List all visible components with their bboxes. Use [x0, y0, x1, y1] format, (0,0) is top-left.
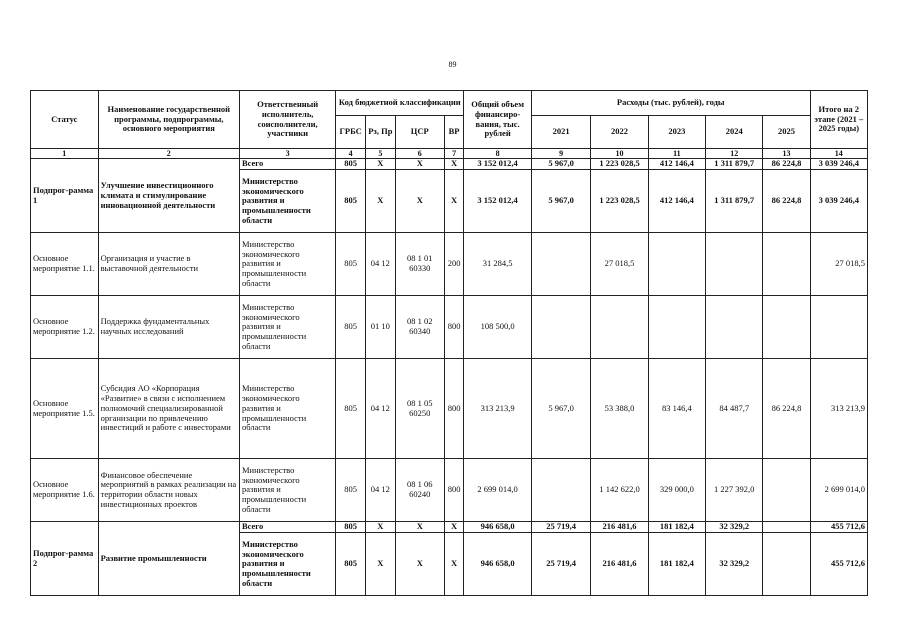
header-name: Наименование государственной программы, подпрограммы, основного мероприятия	[98, 91, 239, 149]
cell-2023: 181 182,4	[648, 522, 705, 533]
cell-rzpr: 04 12	[365, 233, 395, 296]
budget-table	[30, 90, 868, 596]
col-number: 9	[531, 149, 590, 159]
cell-2025: 86 224,8	[763, 170, 810, 233]
row-name: Субсидия АО «Корпорация «Развитие» в связи с исполнением полномочий специализированной организации по привлечению инвестиций и работе с инвесторами	[98, 359, 239, 459]
header-year: 2023	[648, 116, 705, 149]
cell-2025	[763, 296, 810, 359]
cell-grbs: 805	[336, 522, 366, 533]
cell-total: 108 500,0	[464, 296, 532, 359]
cell-csr: Х	[395, 522, 444, 533]
cell-vr: 800	[444, 296, 463, 359]
cell-2021: 25 719,4	[531, 533, 590, 596]
cell-rzpr: 04 12	[365, 359, 395, 459]
cell-rzpr: Х	[365, 533, 395, 596]
header-vr: ВР	[444, 116, 463, 149]
cell-2025	[763, 522, 810, 533]
cell-2023	[648, 296, 705, 359]
column-number-row	[31, 149, 868, 159]
cell-2024: 1 227 392,0	[706, 459, 763, 522]
cell-grbs: 805	[336, 359, 366, 459]
cell-csr: 08 1 02 60340	[395, 296, 444, 359]
cell-2025	[763, 233, 810, 296]
cell-2024	[706, 233, 763, 296]
header-year: 2021	[531, 116, 590, 149]
cell-2023: 329 000,0	[648, 459, 705, 522]
cell-csr: Х	[395, 159, 444, 170]
cell-grbs: 805	[336, 459, 366, 522]
col-number: 1	[31, 149, 99, 159]
cell-itog: 313 213,9	[810, 359, 867, 459]
cell-2021	[531, 233, 590, 296]
cell-2022: 216 481,6	[591, 533, 648, 596]
row-name: Развитие промышленности	[98, 522, 239, 596]
cell-2023: 181 182,4	[648, 533, 705, 596]
cell-2024: 1 311 879,7	[706, 159, 763, 170]
page-number: 89	[448, 60, 457, 69]
col-number: 4	[336, 149, 366, 159]
row-name: Финансовое обеспечение мероприятий в рамках реализации на территории области новых инвестиционных проектов	[98, 459, 239, 522]
row-executor: Министерство экономического развития и промышленности области	[239, 459, 335, 522]
cell-2022: 53 388,0	[591, 359, 648, 459]
cell-2023: 412 146,4	[648, 159, 705, 170]
cell-2022: 1 223 028,5	[591, 170, 648, 233]
cell-csr: 08 1 01 60330	[395, 233, 444, 296]
cell-vr: Х	[444, 522, 463, 533]
header-year: 2025	[763, 116, 810, 149]
col-number: 6	[395, 149, 444, 159]
header-year: 2024	[706, 116, 763, 149]
header-csr: ЦСР	[395, 116, 444, 149]
cell-2022: 216 481,6	[591, 522, 648, 533]
col-number: 2	[98, 149, 239, 159]
cell-2025: 86 224,8	[763, 359, 810, 459]
header-grbs: ГРБС	[336, 116, 366, 149]
col-number: 3	[239, 149, 335, 159]
table-row-subprogram-1-total	[31, 159, 868, 170]
row-executor: Министерство экономического развития и промышленности области	[239, 296, 335, 359]
cell-total: 3 152 012,4	[464, 159, 532, 170]
cell-grbs: 805	[336, 533, 366, 596]
row-executor: Министерство экономического развития и промышленности области	[239, 170, 335, 233]
cell-total: 946 658,0	[464, 533, 532, 596]
header-budget-code: Код бюджетной классификации	[336, 91, 464, 116]
row-executor: Всего	[239, 159, 335, 170]
row-name: Поддержка фундаментальных научных исследований	[98, 296, 239, 359]
row-status: Основное мероприятие 1.5.	[31, 359, 99, 459]
cell-total: 313 213,9	[464, 359, 532, 459]
cell-grbs: 805	[336, 159, 366, 170]
cell-vr: Х	[444, 170, 463, 233]
col-number: 14	[810, 149, 867, 159]
cell-csr: Х	[395, 533, 444, 596]
cell-total: 3 152 012,4	[464, 170, 532, 233]
cell-vr: Х	[444, 159, 463, 170]
table-row-measure-1-1	[31, 233, 868, 296]
row-status: Основное мероприятие 1.1.	[31, 233, 99, 296]
col-number: 10	[591, 149, 648, 159]
cell-total: 946 658,0	[464, 522, 532, 533]
cell-grbs: 805	[336, 170, 366, 233]
cell-csr: 08 1 06 60240	[395, 459, 444, 522]
row-executor: Министерство экономического развития и промышленности области	[239, 533, 335, 596]
table-row-measure-1-5	[31, 359, 868, 459]
cell-2023	[648, 233, 705, 296]
cell-2022: 1 223 028,5	[591, 159, 648, 170]
cell-2021: 25 719,4	[531, 522, 590, 533]
col-number: 5	[365, 149, 395, 159]
cell-2021	[531, 296, 590, 359]
cell-rzpr: Х	[365, 522, 395, 533]
cell-csr: Х	[395, 170, 444, 233]
row-executor: Министерство экономического развития и промышленности области	[239, 233, 335, 296]
cell-2021	[531, 459, 590, 522]
cell-2025	[763, 533, 810, 596]
row-executor: Всего	[239, 522, 335, 533]
header-year: 2022	[591, 116, 648, 149]
col-number: 7	[444, 149, 463, 159]
cell-2025: 86 224,8	[763, 159, 810, 170]
cell-2022: 27 018,5	[591, 233, 648, 296]
cell-2024: 1 311 879,7	[706, 170, 763, 233]
header-expenses: Расходы (тыс. рублей), годы	[531, 91, 810, 116]
cell-2025	[763, 459, 810, 522]
cell-2021: 5 967,0	[531, 359, 590, 459]
cell-2024: 32 329,2	[706, 522, 763, 533]
cell-vr: 800	[444, 359, 463, 459]
table-row-measure-1-2	[31, 296, 868, 359]
cell-rzpr: Х	[365, 170, 395, 233]
cell-2021: 5 967,0	[531, 159, 590, 170]
row-name: Организация и участие в выставочной деятельности	[98, 233, 239, 296]
cell-grbs: 805	[336, 296, 366, 359]
row-name: Улучшение инвестиционного климата и стимулирование инновационной деятельности	[98, 159, 239, 233]
table-row-subprogram-2-total	[31, 522, 868, 533]
col-number: 11	[648, 149, 705, 159]
cell-itog: 3 039 246,4	[810, 170, 867, 233]
col-number: 8	[464, 149, 532, 159]
cell-vr: Х	[444, 533, 463, 596]
header-executor: Ответственный исполнитель, соисполнители, участники	[239, 91, 335, 149]
header-itog: Итого на 2 этапе (2021 – 2025 годы)	[810, 91, 867, 149]
cell-2021: 5 967,0	[531, 170, 590, 233]
cell-vr: 800	[444, 459, 463, 522]
cell-2022	[591, 296, 648, 359]
cell-2022: 1 142 622,0	[591, 459, 648, 522]
cell-grbs: 805	[336, 233, 366, 296]
cell-2023: 83 146,4	[648, 359, 705, 459]
row-executor: Министерство экономического развития и промышленности области	[239, 359, 335, 459]
cell-itog	[810, 296, 867, 359]
cell-itog: 455 712,6	[810, 533, 867, 596]
row-status: Подпрог-рамма 1	[31, 159, 99, 233]
col-number: 13	[763, 149, 810, 159]
cell-2023: 412 146,4	[648, 170, 705, 233]
cell-itog: 27 018,5	[810, 233, 867, 296]
header-rzpr: Рз, Пр	[365, 116, 395, 149]
cell-vr: 200	[444, 233, 463, 296]
row-status: Основное мероприятие 1.6.	[31, 459, 99, 522]
cell-rzpr: 01 10	[365, 296, 395, 359]
cell-rzpr: Х	[365, 159, 395, 170]
cell-total: 31 284,5	[464, 233, 532, 296]
cell-2024: 84 487,7	[706, 359, 763, 459]
cell-csr: 08 1 05 60250	[395, 359, 444, 459]
cell-itog: 2 699 014,0	[810, 459, 867, 522]
col-number: 12	[706, 149, 763, 159]
cell-itog: 3 039 246,4	[810, 159, 867, 170]
cell-2024: 32 329,2	[706, 533, 763, 596]
cell-itog: 455 712,6	[810, 522, 867, 533]
header-status: Статус	[31, 91, 99, 149]
table-row-measure-1-6	[31, 459, 868, 522]
row-status: Основное мероприятие 1.2.	[31, 296, 99, 359]
cell-total: 2 699 014,0	[464, 459, 532, 522]
header-row	[31, 91, 868, 116]
cell-rzpr: 04 12	[365, 459, 395, 522]
cell-2024	[706, 296, 763, 359]
header-total: Общий объем финансиро-вания, тыс. рублей	[464, 91, 532, 149]
row-status: Подпрог-рамма 2	[31, 522, 99, 596]
